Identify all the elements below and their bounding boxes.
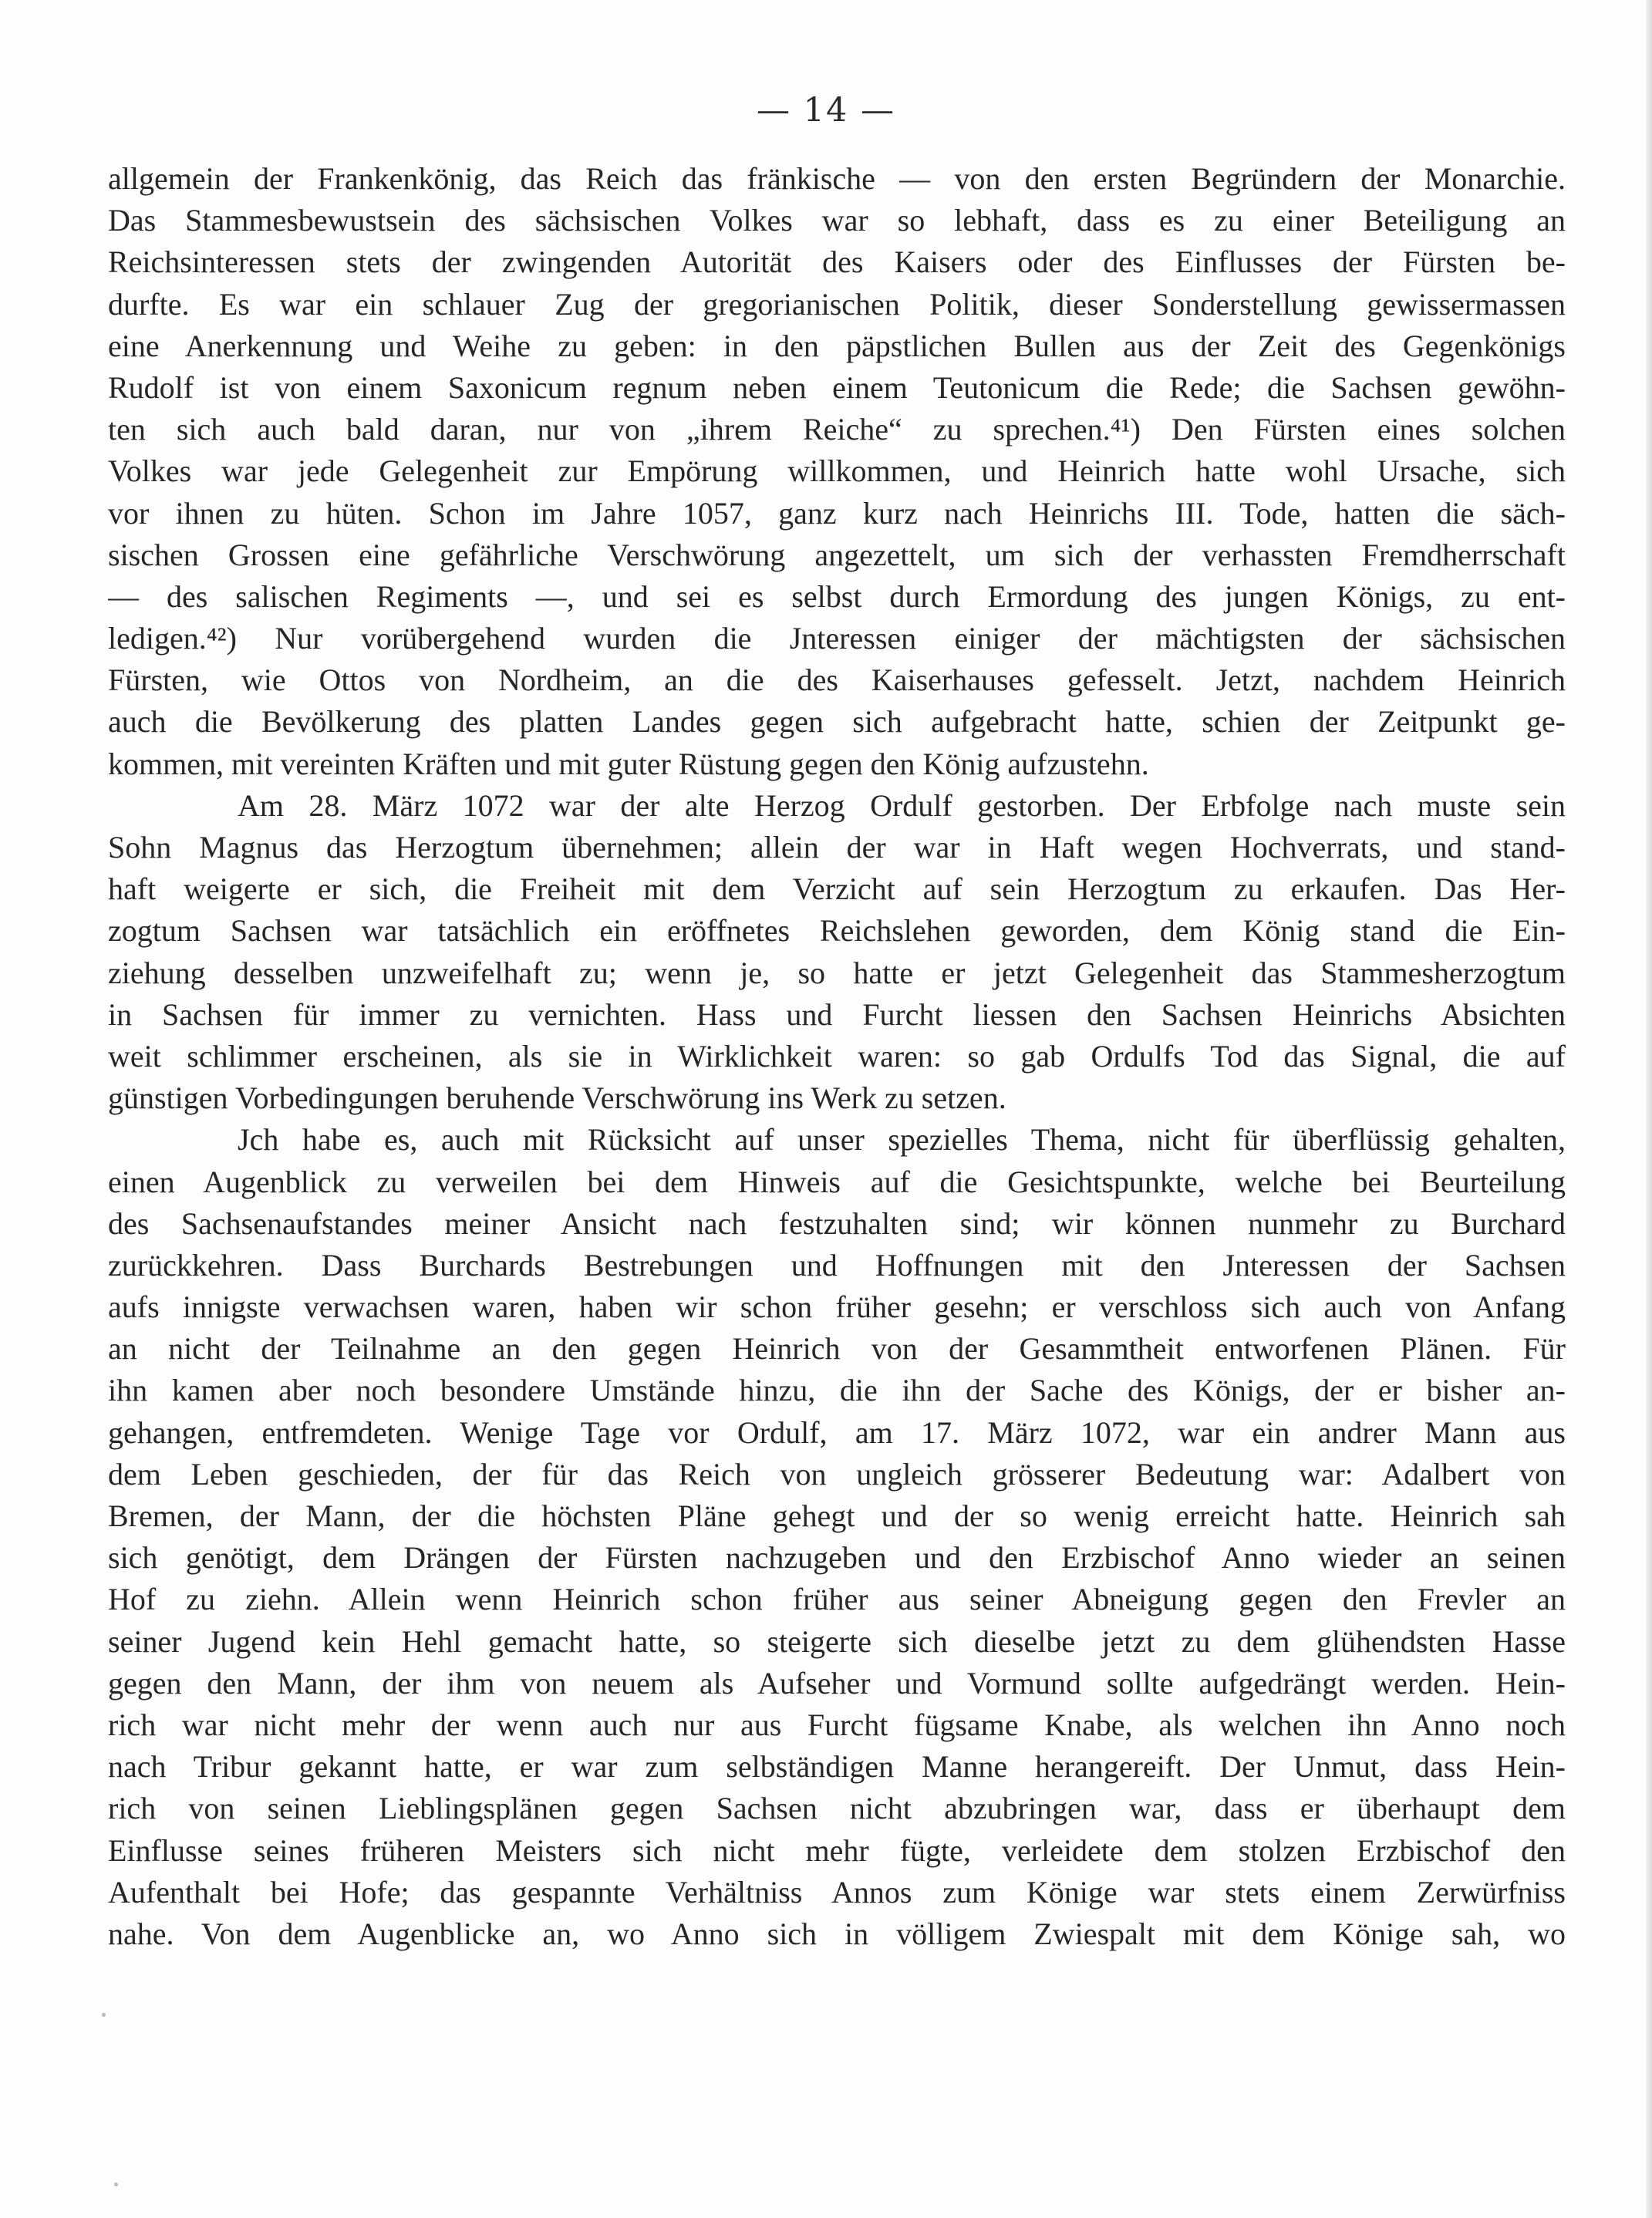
page-number: — 14 —: [756, 91, 896, 130]
text-line: Volkes war jede Gelegenheit zur Empörung willkommen, und Heinrich hatte wohl Ursache, sich: [108, 453, 1566, 489]
text-line: nach Tribur gekannt hatte, er war zum selbständigen Manne herangereift. Der Unmut, dass Hein-: [108, 1749, 1566, 1785]
text-line: dem Leben geschieden, der für das Reich von ungleich grösserer Bedeutung war: Adalbert von: [108, 1456, 1566, 1492]
text-line: Jch habe es, auch mit Rücksicht auf unser spezielles Thema, nicht für überflüssig gehalten,: [238, 1122, 1566, 1158]
text-line: sischen Grossen eine gefährliche Verschwörung angezettelt, um sich der verhassten Fremdherrschaft: [108, 537, 1566, 572]
text-line: Aufenthalt bei Hofe; das gespannte Verhältniss Annos zum Könige war stets einem Zerwürfniss: [108, 1874, 1566, 1910]
text-line: Bremen, der Mann, der die höchsten Pläne gehegt und der so wenig erreicht hatte. Heinrich sah: [108, 1498, 1566, 1533]
text-line: sich genötigt, dem Drängen der Fürsten nachzugeben und den Erzbischof Anno wieder an seinen: [108, 1540, 1566, 1576]
text-line: allgemein der Frankenkönig, das Reich das fränkische — von den ersten Begründern der Monarchie.: [108, 161, 1566, 196]
text-line: gehangen, entfremdeten. Wenige Tage vor Ordulf, am 17. März 1072, war ein andrer Mann aus: [108, 1414, 1566, 1450]
text-line: an nicht der Teilnahme an den gegen Heinrich von der Gesammtheit entworfenen Plänen. Für: [108, 1331, 1566, 1367]
text-line: Reichsinteressen stets der zwingenden Autorität des Kaisers oder des Einflusses der Fürsten be-: [108, 244, 1566, 280]
text-line: rich war nicht mehr der wenn auch nur aus Furcht fügsame Knabe, als welchen ihn Anno noch: [108, 1707, 1566, 1742]
text-line: rich von seinen Lieblingsplänen gegen Sachsen nicht abzubringen war, dass er überhaupt dem: [108, 1791, 1566, 1826]
text-line: Einflusse seines früheren Meisters sich nicht mehr fügte, verleidete dem stolzen Erzbischof den: [108, 1832, 1566, 1868]
text-line: — des salischen Regiments —, und sei es selbst durch Ermordung des jungen Königs, zu ent-: [108, 578, 1566, 614]
text-line: durfte. Es war ein schlauer Zug der gregorianischen Politik, dieser Sonderstellung gewissermassen: [108, 286, 1566, 322]
text-line: zurückkehren. Dass Burchards Bestrebungen und Hoffnungen mit den Jnteressen der Sachsen: [108, 1247, 1566, 1283]
text-line: Rudolf ist von einem Saxonicum regnum neben einem Teutonicum die Rede; die Sachsen gewöhn-: [108, 369, 1566, 405]
text-line: zogtum Sachsen war tatsächlich ein eröffnetes Reichslehen geworden, dem König stand die Ein-: [108, 913, 1566, 949]
text-line: auch die Bevölkerung des platten Landes gegen sich aufgebracht hatte, schien der Zeitpunkt ge-: [108, 704, 1566, 740]
text-line: des Sachsenaufstandes meiner Ansicht nach festzuhalten sind; wir können nunmehr zu Burchard: [108, 1205, 1566, 1241]
text-line: vor ihnen zu hüten. Schon im Jahre 1057, ganz kurz nach Heinrichs III. Tode, hatten die säch-: [108, 495, 1566, 531]
text-line: kommen, mit vereinten Kräften und mit guter Rüstung gegen den König aufzustehn.: [108, 746, 1149, 781]
text-line: Hof zu ziehn. Allein wenn Heinrich schon früher aus seiner Abneigung gegen den Frevler an: [108, 1582, 1566, 1617]
paper-speck: [102, 2013, 106, 2017]
text-line: aufs innigste verwachsen waren, haben wir schon früher gesehn; er verschloss sich auch von Anfang: [108, 1289, 1566, 1325]
text-line: ziehung desselben unzweifelhaft zu; wenn je, so hatte er jetzt Gelegenheit das Stammesherzogtum: [108, 955, 1566, 990]
text-line: ten sich auch bald daran, nur von „ihrem Reiche“ zu sprechen.⁴¹) Den Fürsten eines solchen: [108, 412, 1566, 447]
text-line: seiner Jugend kein Hehl gemacht hatte, so steigerte sich dieselbe jetzt zu dem glühendsten Hasse: [108, 1623, 1566, 1659]
paper-speck: [114, 2183, 118, 2186]
page-edge-shadow: [1646, 0, 1652, 2218]
text-line: ihn kamen aber noch besondere Umstände hinzu, die ihn der Sache des Königs, der er bisher an-: [108, 1373, 1566, 1408]
text-line: Das Stammesbewustsein des sächsischen Volkes war so lebhaft, dass es zu einer Beteiligung an: [108, 203, 1566, 238]
text-line: Sohn Magnus das Herzogtum übernehmen; allein der war in Haft wegen Hochverrats, und stand-: [108, 830, 1566, 865]
text-line: eine Anerkennung und Weihe zu geben: in den päpstlichen Bullen aus der Zeit des Gegenkönigs: [108, 328, 1566, 363]
text-line: in Sachsen für immer zu vernichten. Hass und Furcht liessen den Sachsen Heinrichs Absichten: [108, 996, 1566, 1032]
text-line: haft weigerte er sich, die Freiheit mit dem Verzicht auf sein Herzogtum zu erkaufen. Das Her-: [108, 871, 1566, 907]
text-line: günstigen Vorbedingungen beruhende Verschwörung ins Werk zu setzen.: [108, 1080, 1006, 1116]
text-line: Fürsten, wie Ottos von Nordheim, an die des Kaiserhauses gefesselt. Jetzt, nachdem Heinrich: [108, 662, 1566, 698]
text-line: einen Augenblick zu verweilen bei dem Hinweis auf die Gesichtspunkte, welche bei Beurteilung: [108, 1164, 1566, 1199]
text-line: nahe. Von dem Augenblicke an, wo Anno sich in völligem Zwiespalt mit dem Könige sah, wo: [108, 1916, 1566, 1951]
text-line: weit schlimmer erscheinen, als sie in Wirklichkeit waren: so gab Ordulfs Tod das Signal, die auf: [108, 1038, 1566, 1074]
text-line: Am 28. März 1072 war der alte Herzog Ordulf gestorben. Der Erbfolge nach muste sein: [238, 787, 1566, 823]
text-line: ledigen.⁴²) Nur vorübergehend wurden die Jnteressen einiger der mächtigsten der sächsischen: [108, 621, 1566, 656]
text-line: gegen den Mann, der ihm von neuem als Aufseher und Vormund sollte aufgedrängt werden. Hein-: [108, 1665, 1566, 1701]
body-text: [108, 158, 1566, 1955]
